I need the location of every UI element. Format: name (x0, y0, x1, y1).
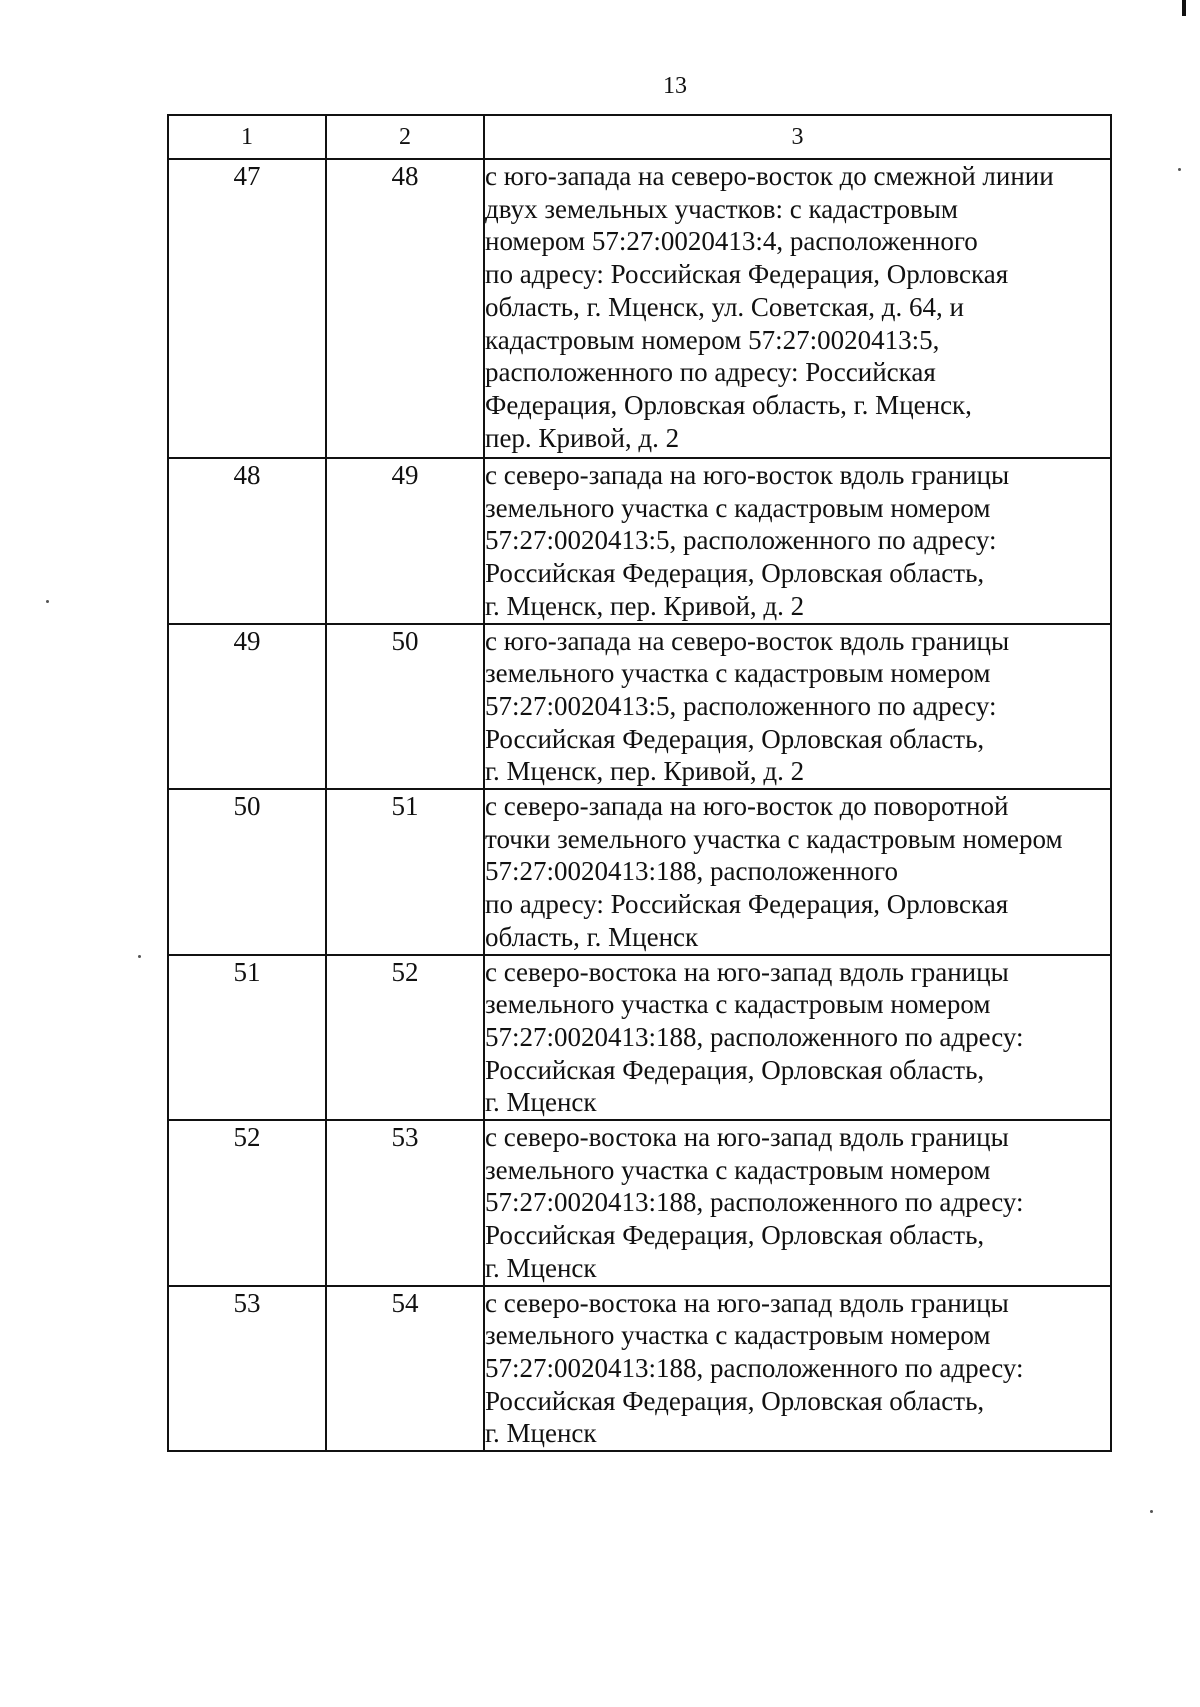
column-header-description: 3 (484, 115, 1111, 159)
from-point-cell: 47 (168, 159, 326, 458)
from-point-cell: 50 (168, 789, 326, 955)
table-row (168, 624, 1111, 790)
description-cell: с юго-запада на северо-восток до смежной линии двух земельных участков: с кадастровым номером 57:27:0020413:4, расположенного по адресу: Российская Федерация, Орловская область, г. Мценск, ул. Советская, д. 64, и кадастровым номером 57:27:0020413:5, расположенного по адресу: Российская Федерация, Орловская область, г. Мценск, пер. Кривой, д. 2 (484, 159, 1111, 458)
description-cell: с юго-запада на северо-восток вдоль границы земельного участка с кадастровым номером 57:27:0020413:5, расположенного по адресу: Российская Федерация, Орловская область, г. Мценск, пер. Кривой, д. 2 (484, 624, 1111, 790)
description-cell: с северо-востока на юго-запад вдоль границы земельного участка с кадастровым номером 57:27:0020413:188, расположенного по адресу: Российская Федерация, Орловская область, г. Мценск (484, 1286, 1111, 1452)
description-cell: с северо-запада на юго-восток до поворотной точки земельного участка с кадастровым номером 57:27:0020413:188, расположенного по адресу: Российская Федерация, Орловская область, г. Мценск (484, 789, 1111, 955)
description-cell: с северо-востока на юго-запад вдоль границы земельного участка с кадастровым номером 57:27:0020413:188, расположенного по адресу: Российская Федерация, Орловская область, г. Мценск (484, 1120, 1111, 1286)
table-row (168, 955, 1111, 1121)
table-header-row (168, 115, 1111, 159)
scan-speck (1178, 168, 1181, 171)
description-cell: с северо-запада на юго-восток вдоль границы земельного участка с кадастровым номером 57:27:0020413:5, расположенного по адресу: Российская Федерация, Орловская область, г. Мценск, пер. Кривой, д. 2 (484, 458, 1111, 624)
scan-edge-mark (1182, 0, 1186, 16)
to-point-cell: 48 (326, 159, 484, 458)
scan-speck (1150, 1510, 1153, 1513)
from-point-cell: 49 (168, 624, 326, 790)
from-point-cell: 53 (168, 1286, 326, 1452)
scan-speck (138, 955, 141, 958)
to-point-cell: 54 (326, 1286, 484, 1452)
to-point-cell: 49 (326, 458, 484, 624)
boundary-description-table (167, 114, 1112, 1452)
table-row (168, 458, 1111, 624)
to-point-cell: 50 (326, 624, 484, 790)
table-row (168, 1120, 1111, 1286)
to-point-cell: 51 (326, 789, 484, 955)
page-number: 13 (663, 73, 687, 99)
description-cell: с северо-востока на юго-запад вдоль границы земельного участка с кадастровым номером 57:27:0020413:188, расположенного по адресу: Российская Федерация, Орловская область, г. Мценск (484, 955, 1111, 1121)
column-header-to-point: 2 (326, 115, 484, 159)
table-row (168, 789, 1111, 955)
column-header-from-point: 1 (168, 115, 326, 159)
scan-speck (46, 600, 49, 603)
from-point-cell: 51 (168, 955, 326, 1121)
to-point-cell: 52 (326, 955, 484, 1121)
table-row (168, 159, 1111, 458)
from-point-cell: 52 (168, 1120, 326, 1286)
table-row (168, 1286, 1111, 1452)
from-point-cell: 48 (168, 458, 326, 624)
to-point-cell: 53 (326, 1120, 484, 1286)
